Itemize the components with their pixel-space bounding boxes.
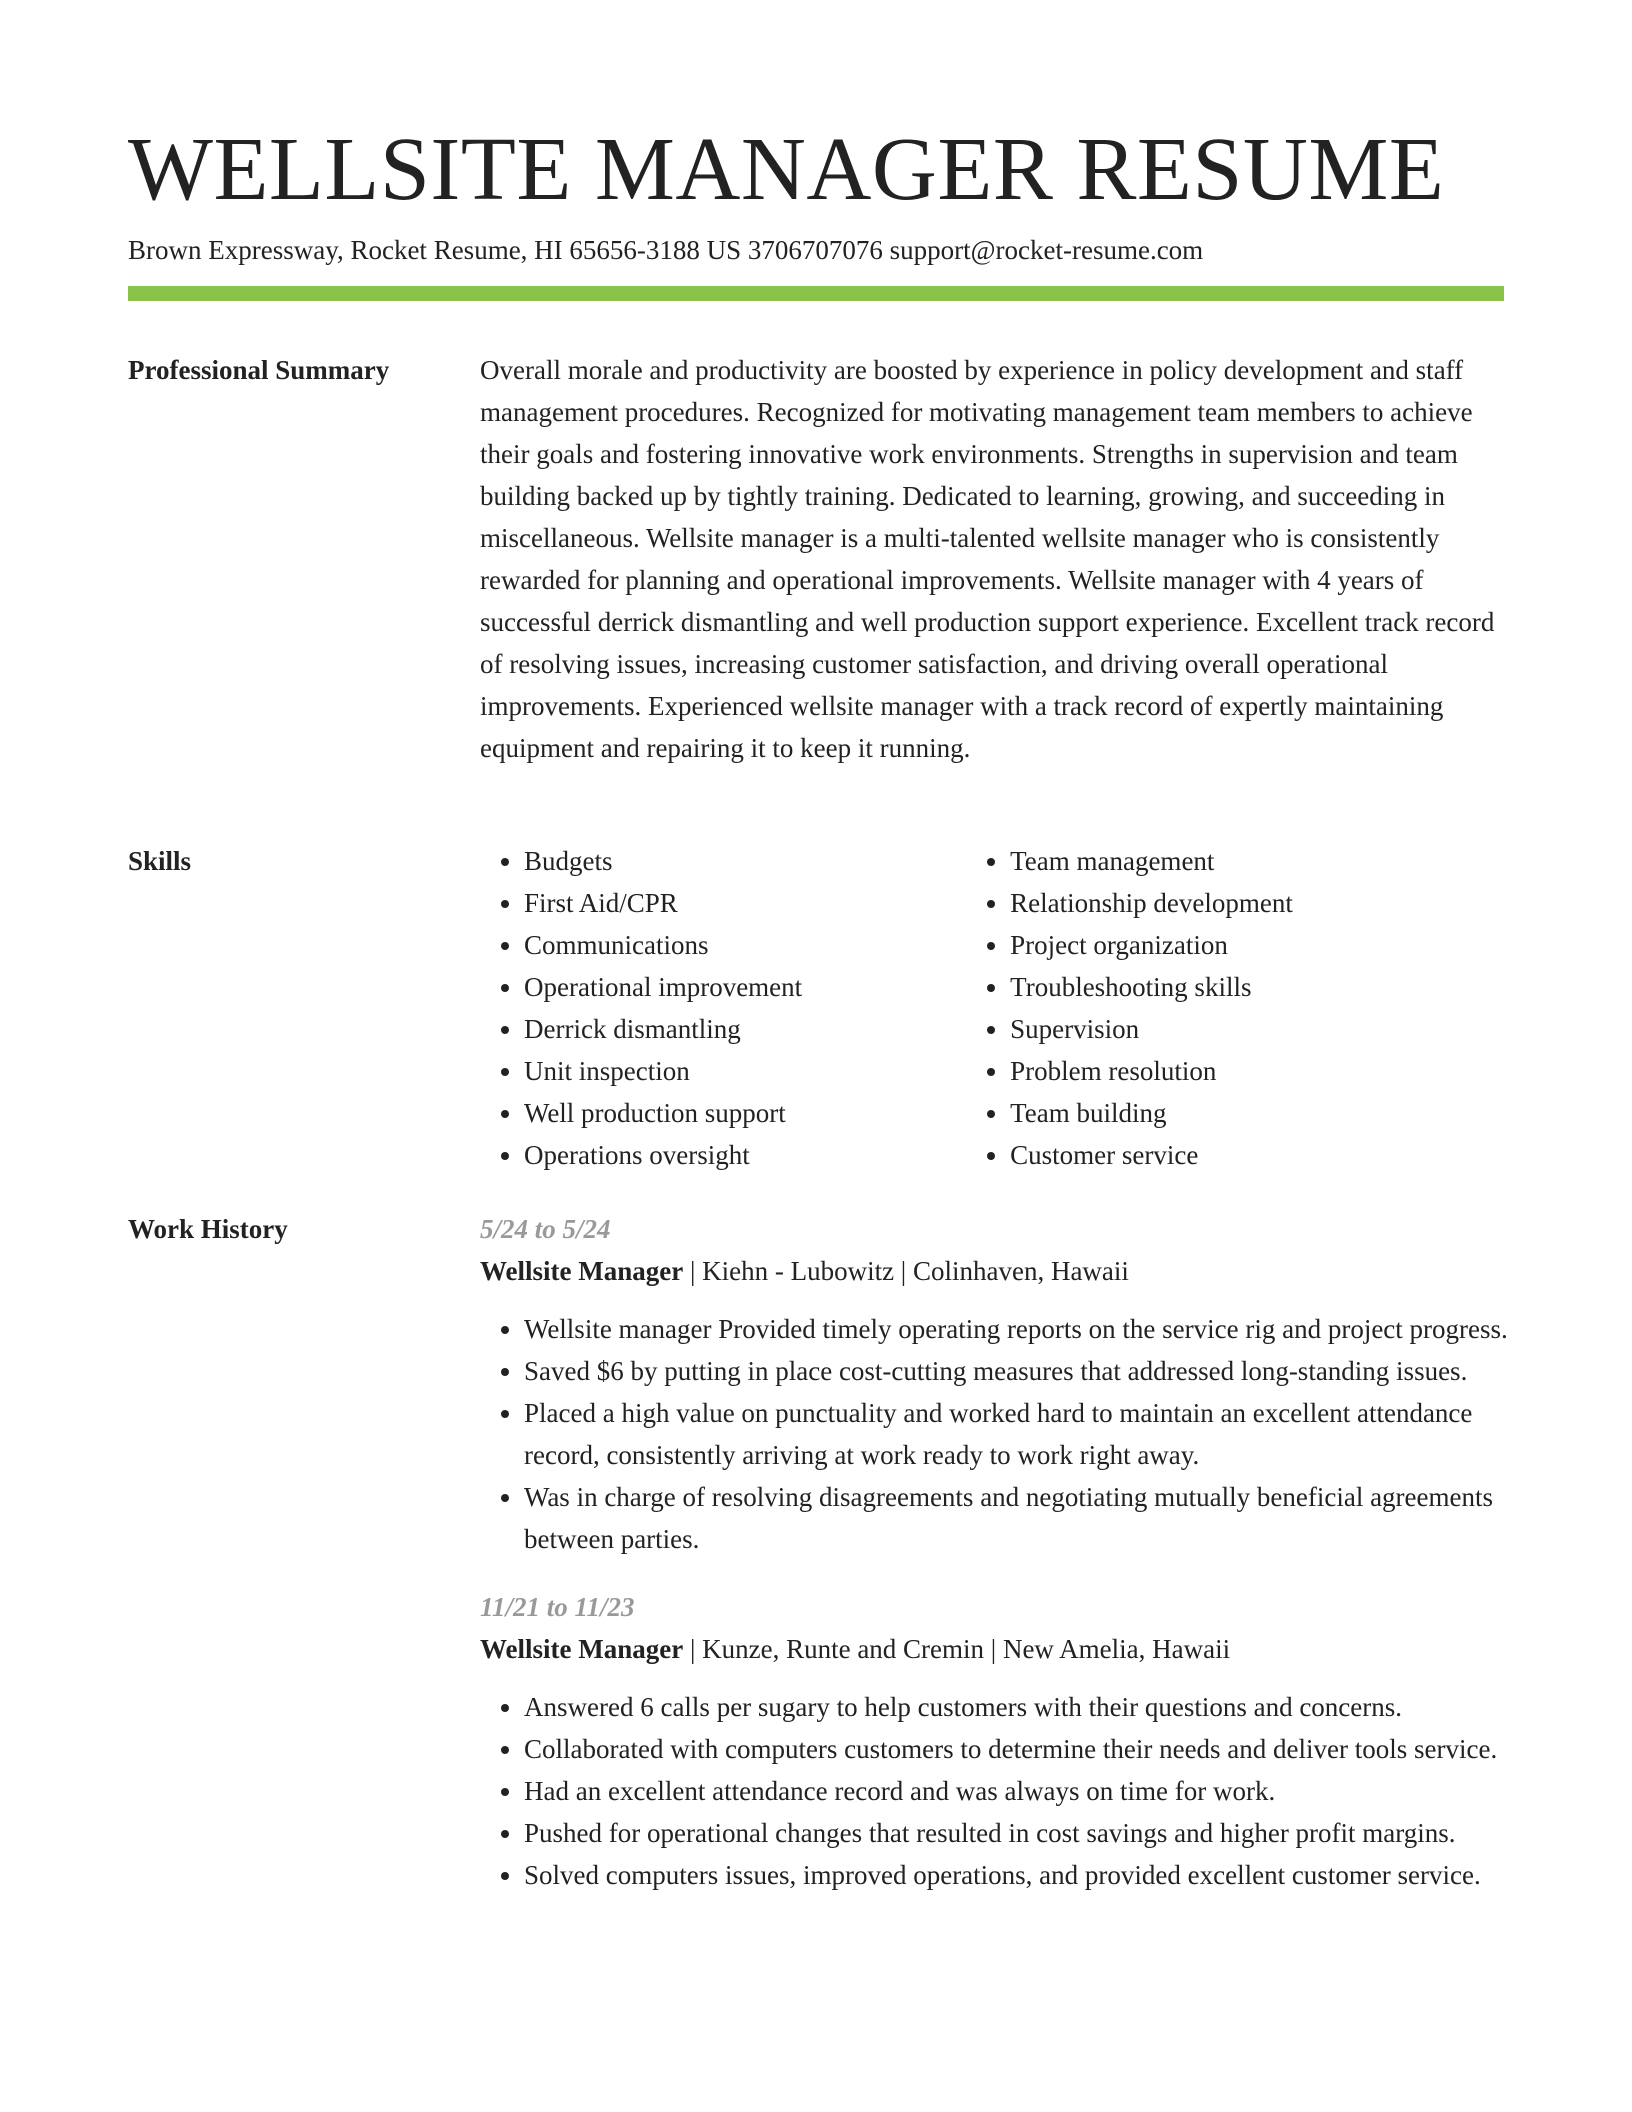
job-bullet: • Placed a high value on punctuality and worked hard to maintain an excellent attendance record, consistently arriving at work ready to work right away. bbox=[524, 1392, 1510, 1476]
job-bullet: • Solved computers issues, improved operations, and provided excellent customer service. bbox=[524, 1854, 1510, 1896]
job-employer-location: | Kunze, Runte and Cremin | New Amelia, Hawaii bbox=[683, 1634, 1231, 1664]
skill-item: • Unit inspection bbox=[524, 1050, 966, 1092]
skill-item: • Team building bbox=[1010, 1092, 1510, 1134]
resume-title: WELLSITE MANAGER RESUME bbox=[128, 120, 1445, 219]
skill-item: • Supervision bbox=[1010, 1008, 1510, 1050]
summary-text: Overall morale and productivity are boosted by experience in policy development and staff management procedures. Recognized for motivating management team members to achieve their goals and fostering innovative work environments. Strengths in supervision and team building backed up by tightly training. Dedicated to learning, growing, and succeeding in miscellaneous. Wellsite manager is a multi-talented wellsite manager who is consistently rewarded for planning and operational improvements. Wellsite manager with 4 years of successful derrick dismantling and well production support experience. Excellent track record of resolving issues, increasing customer satisfaction, and driving overall operational improvements. Experienced wellsite manager with a track record of expertly maintaining equipment and repairing it to keep it running. bbox=[480, 355, 1495, 763]
skill-item: • Customer service bbox=[1010, 1134, 1510, 1176]
job-bullet: • Saved $6 by putting in place cost-cutting measures that addressed long-standing issues. bbox=[524, 1350, 1510, 1392]
job-bullet-list bbox=[480, 1686, 1510, 1896]
section-label-work-history: Work History bbox=[128, 1214, 288, 1244]
job-bullet: • Had an excellent attendance record and was always on time for work. bbox=[524, 1770, 1510, 1812]
skill-item: • Well production support bbox=[524, 1092, 966, 1134]
skill-item: • Team management bbox=[1010, 840, 1510, 882]
skill-item: • First Aid/CPR bbox=[524, 882, 966, 924]
skill-item: • Problem resolution bbox=[1010, 1050, 1510, 1092]
accent-divider bbox=[128, 286, 1504, 301]
summary-section bbox=[480, 349, 1510, 769]
skill-item: • Derrick dismantling bbox=[524, 1008, 966, 1050]
job-bullet: • Collaborated with computers customers to determine their needs and deliver tools service. bbox=[524, 1728, 1510, 1770]
job-heading bbox=[480, 1628, 1510, 1670]
skill-item: • Operational improvement bbox=[524, 966, 966, 1008]
job-dates: 5/24 to 5/24 bbox=[480, 1214, 611, 1244]
job-bullet: • Pushed for operational changes that resulted in cost savings and higher profit margins. bbox=[524, 1812, 1510, 1854]
skills-list-left bbox=[480, 840, 966, 1176]
job-heading bbox=[480, 1250, 1510, 1292]
skills-section bbox=[480, 840, 1510, 1176]
job-title: Wellsite Manager bbox=[480, 1634, 684, 1664]
skills-columns bbox=[480, 840, 1510, 1176]
skill-item: • Communications bbox=[524, 924, 966, 966]
skill-item: • Project organization bbox=[1010, 924, 1510, 966]
job-bullet-list bbox=[480, 1308, 1510, 1560]
work-history-section bbox=[480, 1208, 1510, 1896]
skill-item: • Troubleshooting skills bbox=[1010, 966, 1510, 1008]
contact-line: Brown Expressway, Rocket Resume, HI 65656-3188 US 3706707076 support@rocket-resume.com bbox=[128, 235, 1204, 265]
skill-item: • Budgets bbox=[524, 840, 966, 882]
job-entry bbox=[480, 1586, 1510, 1896]
skill-item: • Relationship development bbox=[1010, 882, 1510, 924]
skill-item: • Operations oversight bbox=[524, 1134, 966, 1176]
section-label-summary: Professional Summary bbox=[128, 355, 390, 385]
skills-list-right bbox=[966, 840, 1510, 1176]
job-bullet: • Was in charge of resolving disagreements and negotiating mutually beneficial agreements between parties. bbox=[524, 1476, 1510, 1560]
job-bullet: • Answered 6 calls per sugary to help customers with their questions and concerns. bbox=[524, 1686, 1510, 1728]
job-bullet: • Wellsite manager Provided timely operating reports on the service rig and project progress. bbox=[524, 1308, 1510, 1350]
job-entry bbox=[480, 1208, 1510, 1560]
job-employer-location: | Kiehn - Lubowitz | Colinhaven, Hawaii bbox=[683, 1256, 1129, 1286]
job-dates: 11/21 to 11/23 bbox=[480, 1592, 635, 1622]
job-title: Wellsite Manager bbox=[480, 1256, 684, 1286]
section-label-skills: Skills bbox=[128, 846, 192, 876]
